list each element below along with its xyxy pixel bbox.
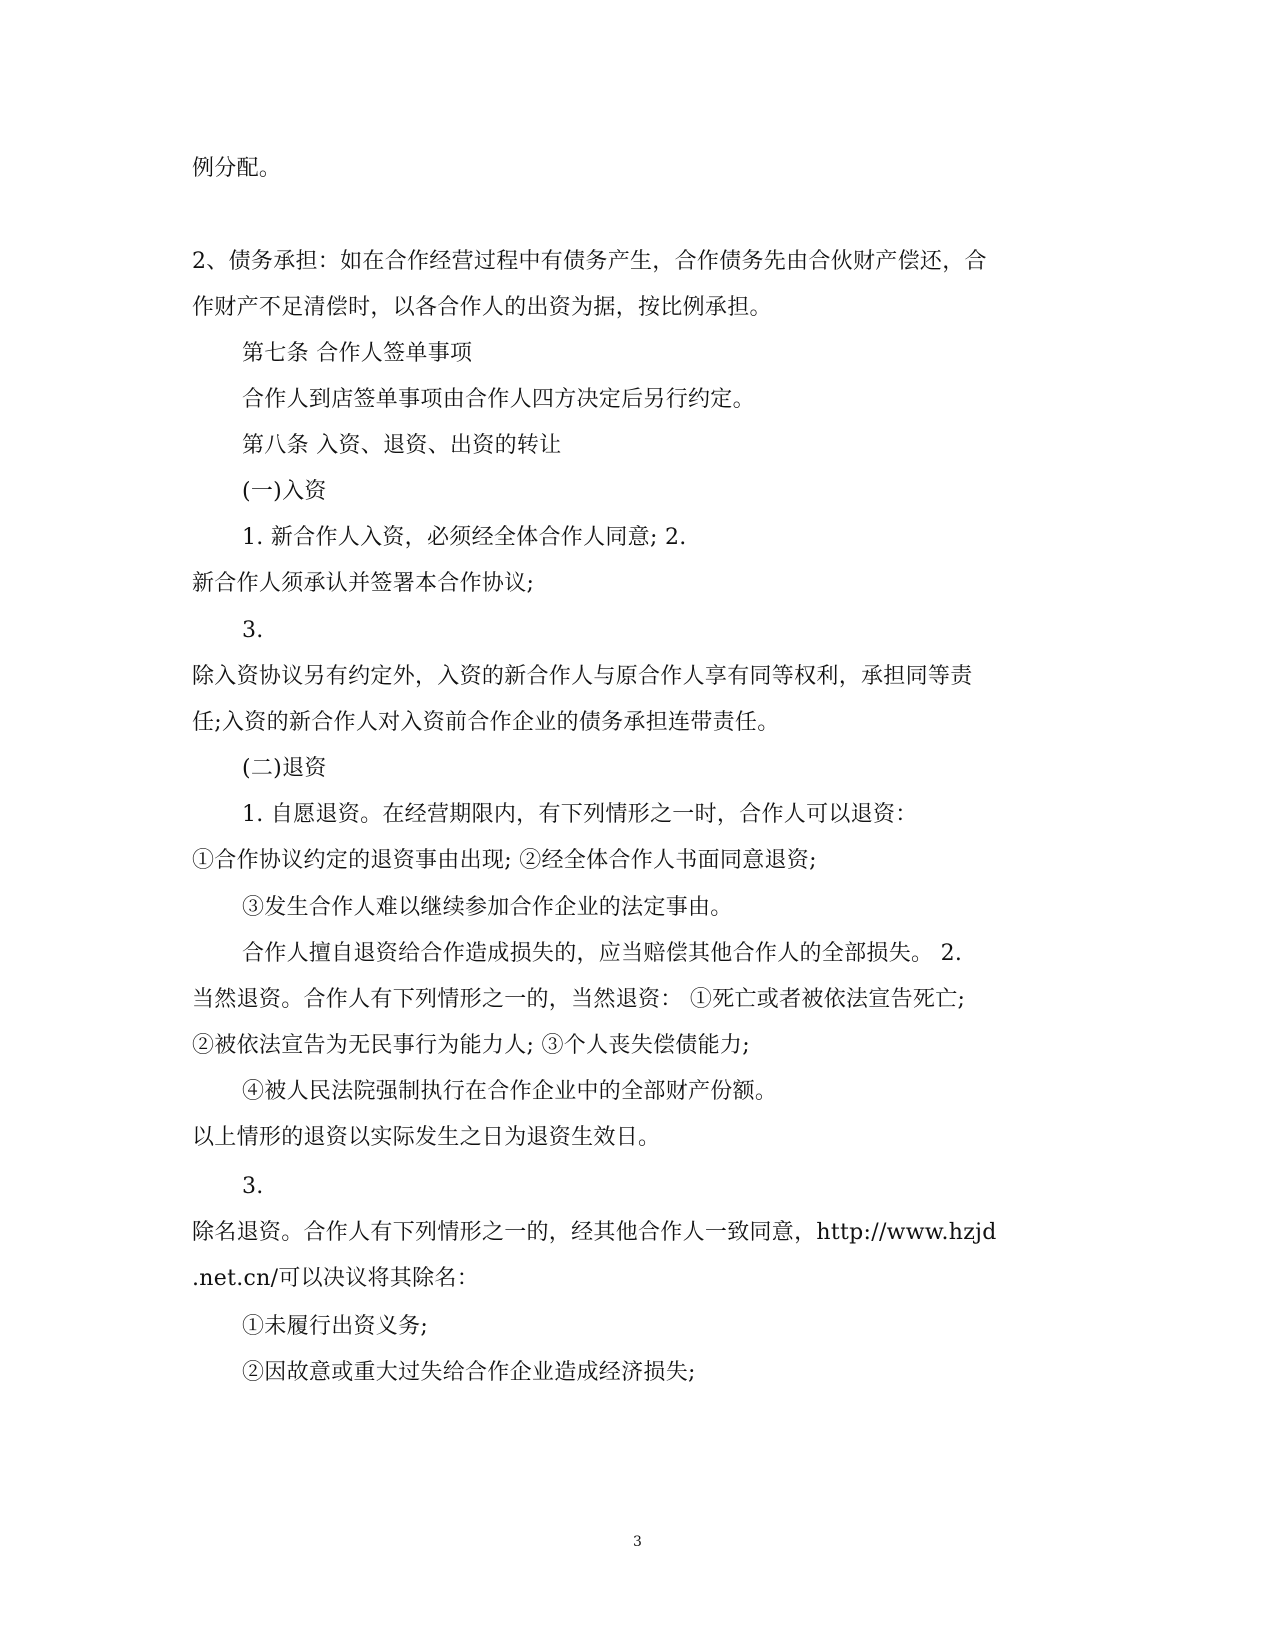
page-number: 3 xyxy=(633,1534,642,1550)
text-line: ③发生合作人难以继续参加合作企业的法定事由。 xyxy=(242,895,733,920)
subsection-heading: (一)入资 xyxy=(242,479,327,504)
text-line: ①合作协议约定的退资事由出现; ②经全体合作人书面同意退资; xyxy=(192,848,817,873)
text-line: 除入资协议另有约定外，入资的新合作人与原合作人享有同等权利，承担同等责 xyxy=(192,664,973,689)
text-line: 以上情形的退资以实际发生之日为退资生效日。 xyxy=(192,1125,661,1150)
section-heading: 第八条 入资、退资、出资的转让 xyxy=(242,433,562,458)
text-line: 1. 新合作人入资，必须经全体合作人同意; 2. xyxy=(242,525,687,550)
text-line: ②因故意或重大过失给合作企业造成经济损失; xyxy=(242,1360,696,1385)
text-line: .net.cn/可以决议将其除名： xyxy=(192,1266,480,1291)
text-line: 3. xyxy=(242,1174,264,1199)
text-line: 除名退资。合作人有下列情形之一的，经其他合作人一致同意，http://www.hzjd xyxy=(192,1220,997,1245)
text-line: 作财产不足清偿时，以各合作人的出资为据，按比例承担。 xyxy=(192,295,772,320)
text-line: 任;入资的新合作人对入资前合作企业的债务承担连带责任。 xyxy=(192,710,780,735)
text-line: ④被人民法院强制执行在合作企业中的全部财产份额。 xyxy=(242,1079,778,1104)
section-heading: 第七条 合作人签单事项 xyxy=(242,341,473,366)
text-line: 3. xyxy=(242,618,264,643)
text-line: ②被依法宣告为无民事行为能力人; ③个人丧失偿债能力; xyxy=(192,1033,750,1058)
text-line: 新合作人须承认并签署本合作协议; xyxy=(192,571,535,596)
text-line: ①未履行出资义务; xyxy=(242,1314,429,1339)
subsection-heading: (二)退资 xyxy=(242,756,327,781)
text-line: 合作人擅自退资给合作造成损失的，应当赔偿其他合作人的全部损失。 2. xyxy=(242,941,963,966)
text-line: 1. 自愿退资。在经营期限内，有下列情形之一时，合作人可以退资： xyxy=(242,802,918,827)
text-line: 当然退资。合作人有下列情形之一的，当然退资： ①死亡或者被依法宣告死亡; xyxy=(192,987,966,1012)
text-line: 合作人到店签单事项由合作人四方决定后另行约定。 xyxy=(242,387,755,412)
text-line: 2、债务承担：如在合作经营过程中有债务产生，合作债务先由合伙财产偿还，合 xyxy=(192,249,987,274)
text-line: 例分配。 xyxy=(192,156,282,181)
